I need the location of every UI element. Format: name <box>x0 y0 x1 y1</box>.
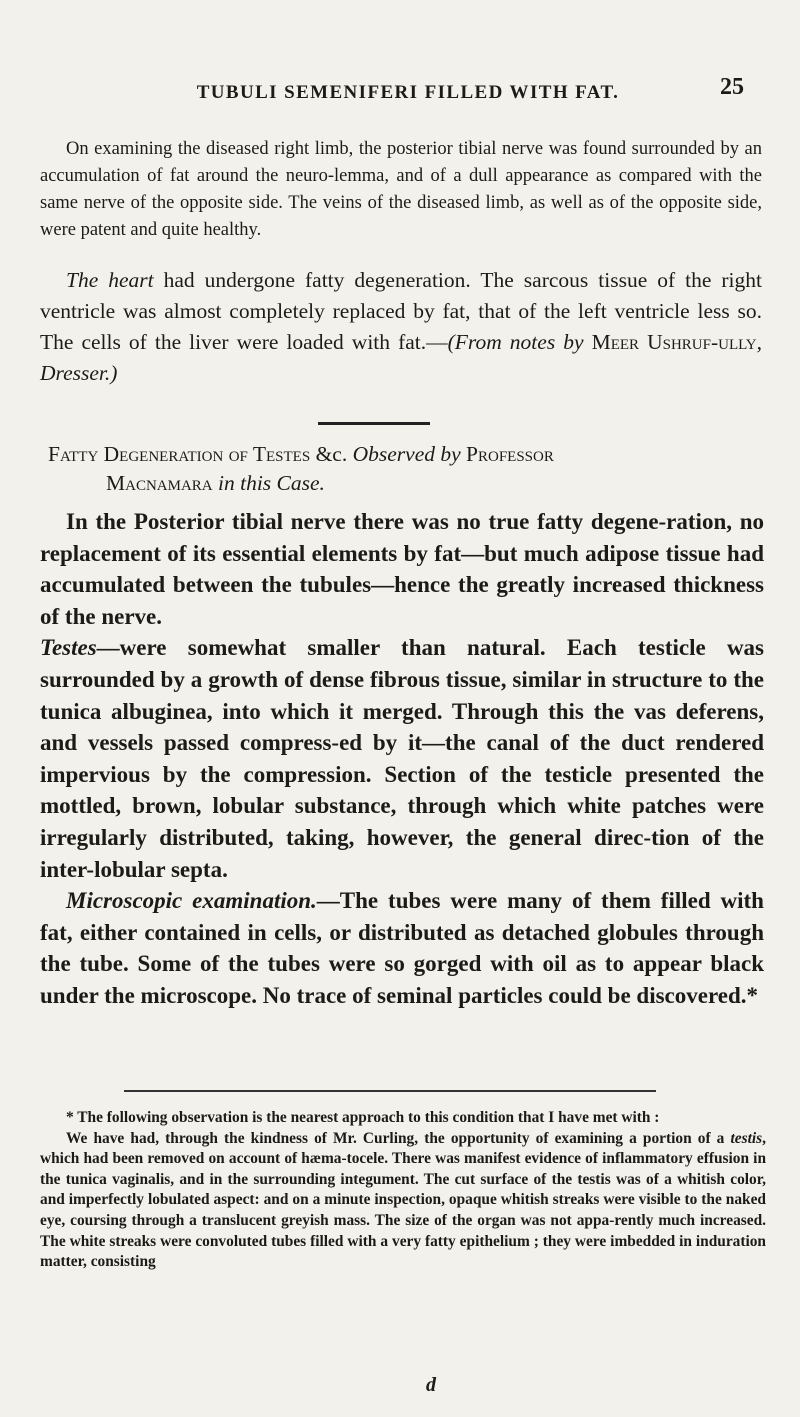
footnote-body-a: We have had, through the kindness of Mr. Curling, the opportunity of examining a portion of a <box>66 1129 731 1147</box>
paragraph-nerve-examination <box>40 136 762 244</box>
paragraph-heart-text <box>40 265 762 389</box>
microscopic-title: Microscopic examination. <box>66 888 317 914</box>
footnote-body <box>40 1129 766 1273</box>
heading-etc: &c. <box>310 442 353 466</box>
testes-body: —were somewhat smaller than natural. Each testicle was surrounded by a growth of dense fibrous tissue, similar in structure to the tunica albuginea, into which it merged. Through this the vas deferens, and vessels passed compress-ed by it—the canal of the duct rendered impervious by the compression. Section of the testicle presented the mottled, brown, lobular substance, through which white patches were irregularly distributed, taking, however, the general direc-tion of the inter-lobular septa. <box>40 635 764 882</box>
source-open: (From notes by <box>447 330 592 354</box>
paragraph-testes <box>40 632 764 885</box>
footnote-divider <box>124 1090 656 1092</box>
running-head: TUBULI SEMENIFERI FILLED WITH FAT. <box>196 82 620 103</box>
footnote-line: * The following observation is the nearest approach to this condition that I have met with : <box>66 1109 660 1126</box>
heading-caps: Fatty Degeneration of Testes <box>48 442 311 466</box>
heading-observed: Observed by <box>352 442 467 466</box>
main-observations <box>40 506 764 1012</box>
page-header <box>0 74 800 114</box>
heading-professor: Professor <box>466 442 554 466</box>
paragraph-heart <box>40 265 762 389</box>
footnote-body-b: , which had been removed on account of hæma-tocele. There was manifest evidence of inflammatory effusion in the tunica vaginalis, and in the surrounding integument. The cut surface of the testis was of a whitish color, and imperfectly lobulated aspect: and on a minute inspection, opaque whitish streaks were visible to the naked eye, coursing through a translucent greyish mass. The size of the organ was not appa-rently much increased. The white streaks were convoluted tubes filled with a very fatty epithelium ; they were imbedded in induration matter, consisting <box>40 1129 766 1271</box>
signature-mark: d <box>426 1374 436 1396</box>
heading-continuation <box>48 469 762 498</box>
footnote <box>40 1108 766 1273</box>
section-divider <box>318 422 430 425</box>
source-name: Meer Ushruf-ully <box>591 330 757 354</box>
footnote-testis: testis <box>730 1129 763 1147</box>
heart-body: had undergone fatty degeneration. The sarcous tissue of the right ventricle was almost completely replaced by fat, that of the left ventricle less so. The cells of the liver were loaded with fat.— <box>40 268 762 354</box>
source-close: , Dresser.) <box>40 330 762 385</box>
heading-name: Macnamara <box>106 471 213 495</box>
page-number: 25 <box>720 74 744 100</box>
paragraph-microscopic <box>40 885 764 1011</box>
paragraph-tibial-nerve: In the Posterior tibial nerve there was no true fatty degene-ration, no replacement of its essential elements by fat—but much adipose tissue had accumulated between the tubules—hence the greatly increased thickness of the nerve. <box>40 509 764 629</box>
paragraph-text: On examining the diseased right limb, the posterior tibial nerve was found surrounded by an accumulation of fat around the neuro-lemma, and of a dull appearance as compared with the same nerve of the opposite side. The veins of the diseased limb, as well as of the opposite side, were patent and quite healthy. <box>40 139 762 240</box>
section-heading <box>48 440 762 498</box>
heading-case: in this Case. <box>212 471 325 495</box>
testes-title: Testes <box>40 635 97 661</box>
heart-title: The heart <box>66 268 154 292</box>
microscopic-body: —The tubes were many of them filled with fat, either contained in cells, or distributed as detached globules through the tube. Some of the tubes were so gorged with oil as to appear black under the microscope. No trace of seminal particles could be discovered.* <box>40 888 764 1008</box>
